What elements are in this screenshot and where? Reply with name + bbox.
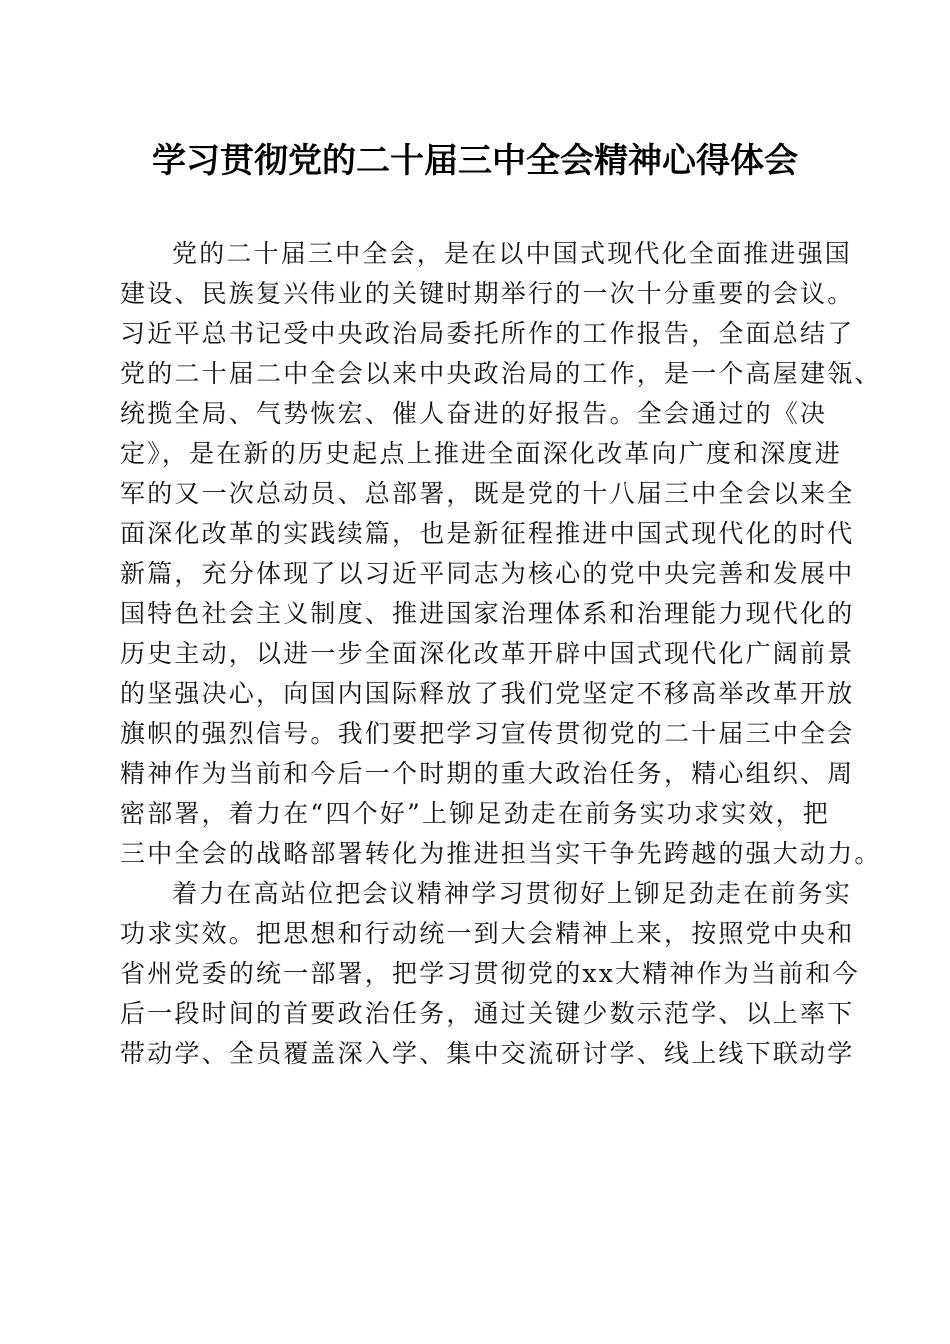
- paragraph-1-line-10: 国特色社会主义制度、推进国家治理体系和治理能力现代化的: [120, 599, 855, 628]
- paragraph-2-line-3: 省州党委的统一部署，把学习贯彻党的xx大精神作为当前和今: [120, 959, 860, 988]
- paragraph-1-line-1: 党的二十届三中全会，是在以中国式现代化全面推进强国: [172, 239, 853, 268]
- paragraph-2-line-2: 功求实效。把思想和行动统一到大会精神上来，按照党中央和: [120, 919, 855, 948]
- document-title: 学习贯彻党的二十届三中全会精神心得体会: [152, 141, 798, 181]
- paragraph-2-line-4: 后一段时间的首要政治任务，通过关键少数示范学、以上率下: [120, 999, 855, 1028]
- paragraph-1-line-7: 军的又一次总动员、总部署，既是党的十八届三中全会以来全: [120, 479, 855, 508]
- paragraph-2-line-1: 着力在高站位把会议精神学习贯彻好上铆足劲走在前务实: [172, 879, 853, 908]
- paragraph-1-line-14: 精神作为当前和今后一个时期的重大政治任务，精心组织、周: [120, 759, 855, 788]
- paragraph-1-line-3: 习近平总书记受中央政治局委托所作的工作报告，全面总结了: [120, 319, 855, 348]
- paragraph-1-line-16: 三中全会的战略部署转化为推进担当实干争先跨越的强大动力。: [120, 839, 882, 868]
- paragraph-1-line-13: 旗帜的强烈信号。我们要把学习宣传贯彻党的二十届三中全会: [120, 719, 855, 748]
- paragraph-1-line-12: 的坚强决心，向国内国际释放了我们党坚定不移高举改革开放: [120, 679, 855, 708]
- paragraph-1-line-5: 统揽全局、气势恢宏、催人奋进的好报告。全会通过的《决: [120, 399, 828, 428]
- paragraph-2-line-5: 带动学、全员覆盖深入学、集中交流研讨学、线上线下联动学: [120, 1039, 855, 1068]
- paragraph-1-line-4: 党的二十届二中全会以来中央政治局的工作，是一个高屋建瓴、: [120, 359, 882, 388]
- document-body: [120, 234, 882, 1074]
- paragraph-1-line-9: 新篇，充分体现了以习近平同志为核心的党中央完善和发展中: [120, 559, 855, 588]
- paragraph-1-line-6: 定》，是在新的历史起点上推进全面深化改革向广度和深度进: [120, 439, 842, 468]
- paragraph-1-line-15: 密部署，着力在“四个好”上铆足劲走在前务实功求实效，把: [120, 799, 830, 828]
- paragraph-1-line-11: 历史主动，以进一步全面深化改革开辟中国式现代化广阔前景: [120, 639, 855, 668]
- paragraph-1-line-2: 建设、民族复兴伟业的关键时期举行的一次十分重要的会议。: [120, 279, 855, 308]
- paragraph-1-line-8: 面深化改革的实践续篇，也是新征程推进中国式现代化的时代: [120, 519, 855, 548]
